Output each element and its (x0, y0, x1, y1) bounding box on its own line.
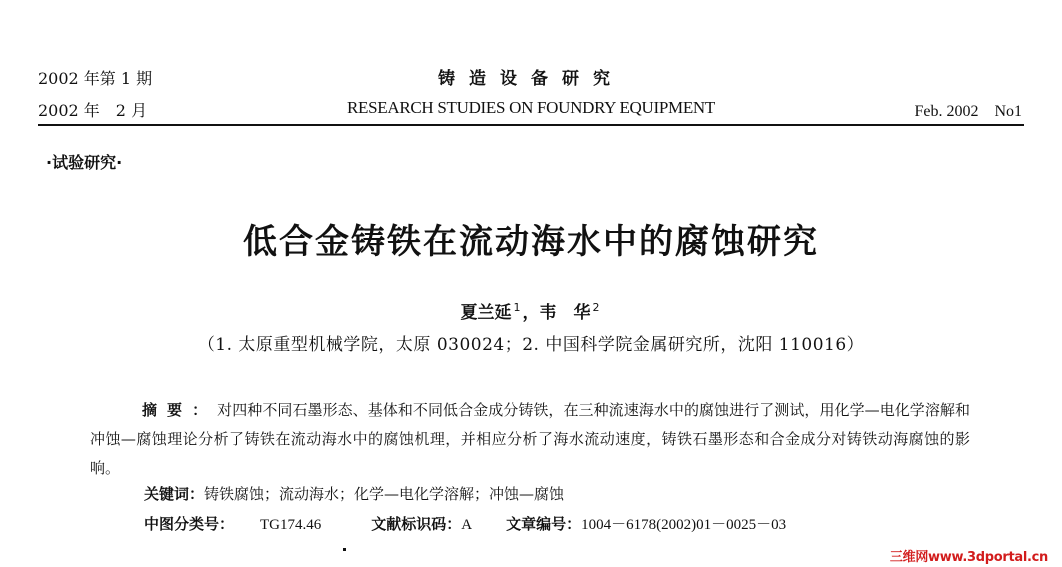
section-label: ·试验研究· (46, 153, 123, 172)
journal-title-en: RESEARCH STUDIES ON FOUNDRY EQUIPMENT (347, 98, 715, 117)
author-1-affil: 1 (513, 301, 521, 314)
author-2-affil: 2 (592, 301, 600, 314)
article-id-value: 1004－6178(2002)01－0025－03 (581, 517, 787, 533)
doc-code-label: 文献标识码： (371, 515, 462, 533)
issue-en: Feb. 2002 No1 (914, 103, 1022, 120)
watermark: 三维网www.3dportal.cn (889, 550, 1048, 565)
keywords-label: 关键词： (144, 485, 205, 503)
journal-title-cn: 铸造设备研究 (438, 69, 624, 89)
author-1: 夏兰延 (460, 303, 512, 323)
keywords-text: 铸铁腐蚀；流动海水；化学—电化学溶解；冲蚀—腐蚀 (204, 485, 565, 503)
doc-code-value: A (461, 517, 473, 533)
article-id-label: 文章编号： (506, 515, 582, 533)
abstract-label: 摘要： (142, 401, 218, 419)
abstract (90, 396, 970, 483)
author-2: 韦 华 (539, 303, 591, 323)
page-dot (343, 548, 346, 551)
keywords (144, 483, 564, 504)
author-separator: ， (522, 303, 540, 323)
issue-date: 2002 年 2 月 (38, 101, 148, 120)
classification-info (144, 513, 786, 534)
clc-label: 中图分类号： (144, 515, 235, 533)
paper-title: 低合金铸铁在流动海水中的腐蚀研究 (243, 222, 819, 262)
clc-value: TG174.46 (260, 517, 322, 533)
issue-number: 2002 年第 1 期 (38, 69, 153, 88)
authors (0, 298, 1062, 323)
header-rule (38, 124, 1024, 126)
affiliations: （1. 太原重型机械学院，太原 030024；2. 中国科学院金属研究所，沈阳 110016） (197, 335, 865, 355)
abstract-text: 对四种不同石墨形态、基体和不同低合金成分铸铁，在三种流速海水中的腐蚀进行了测试，用化学—电化学溶解和冲蚀—腐蚀理论分析了铸铁在流动海水中的腐蚀机理，并相应分析了海水流动速度，铸铁石墨形态和合金成分对铸铁动海腐蚀的影响。 (90, 401, 970, 477)
